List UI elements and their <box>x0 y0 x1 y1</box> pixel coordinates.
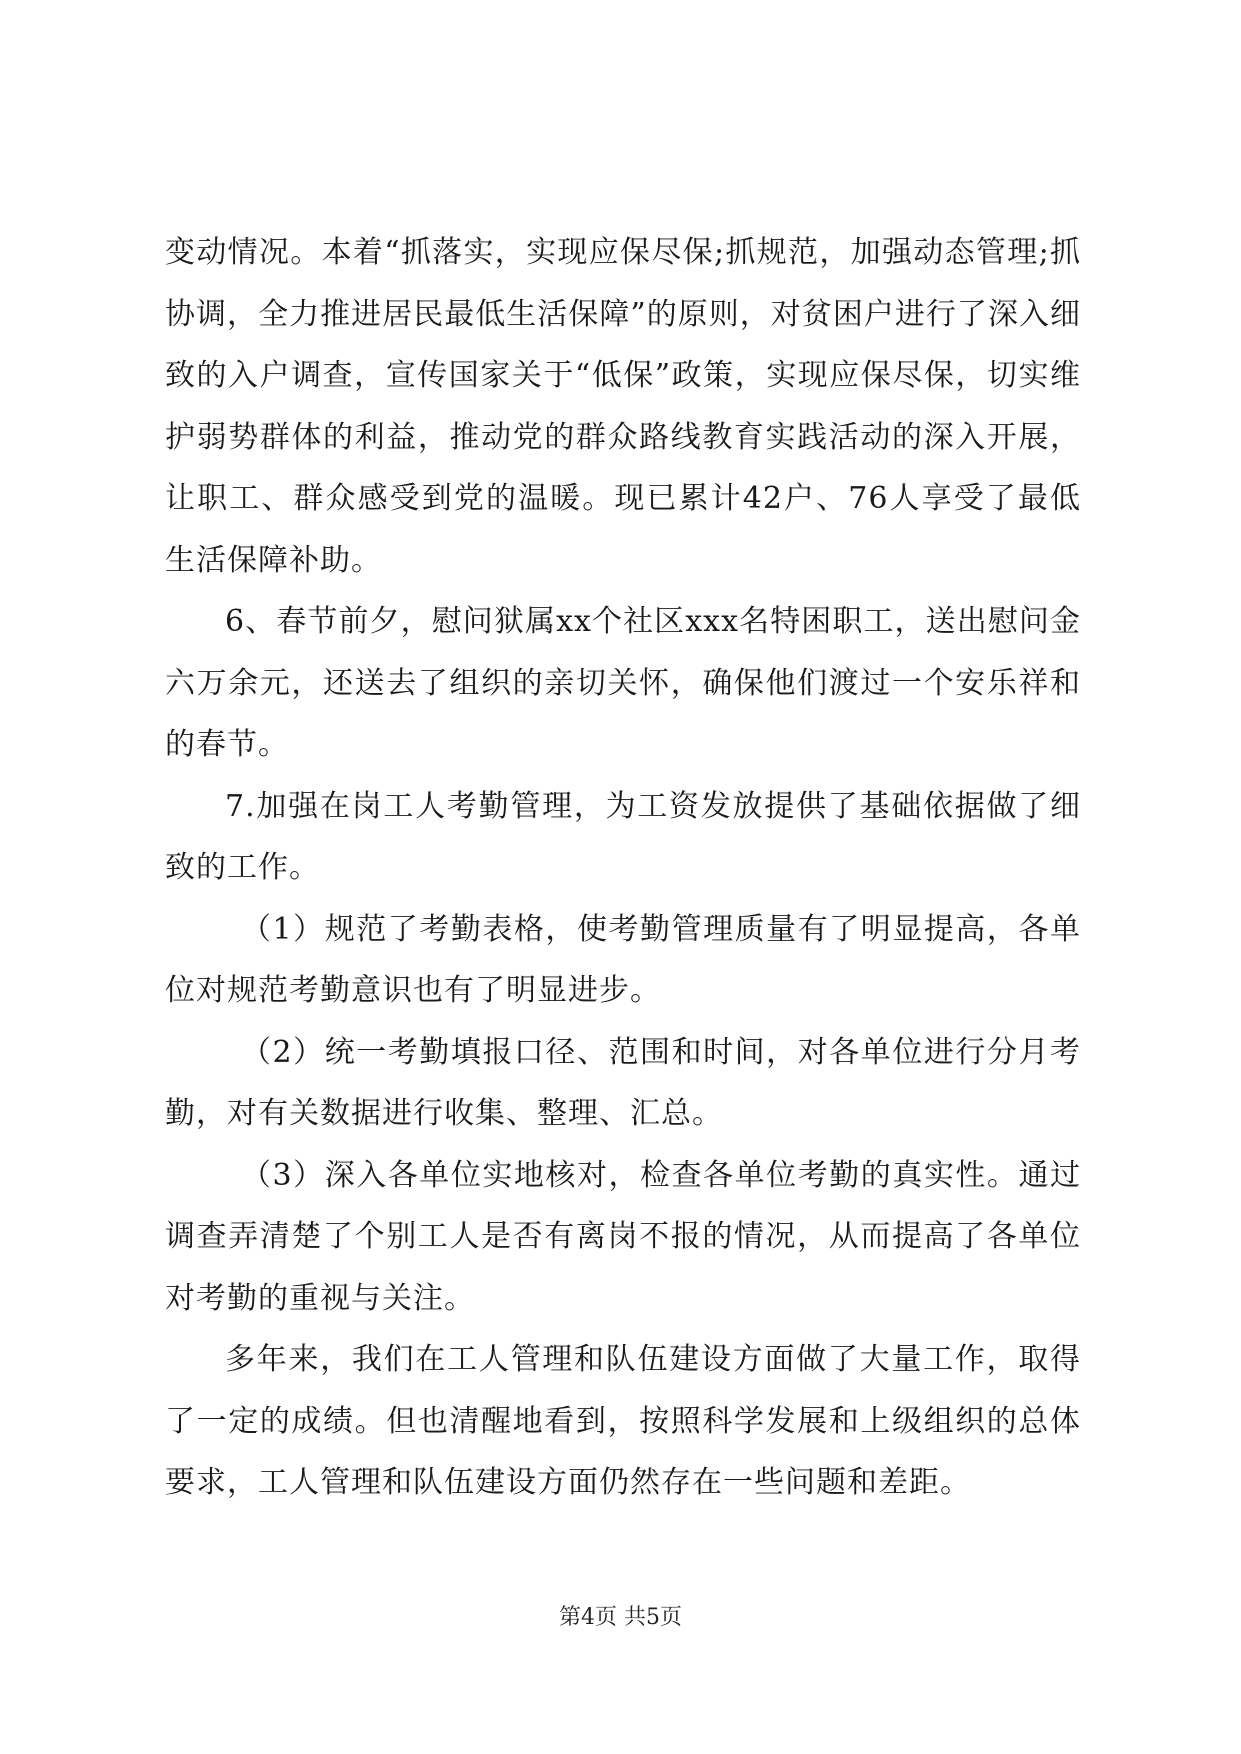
paragraph-summary: 多年来，我们在工人管理和队伍建设方面做了大量工作，取得了一定的成绩。但也清醒地看到，按照科学发展和上级组织的总体要求，工人管理和队伍建设方面仍然存在一些问题和差距。 <box>165 1342 1081 1500</box>
paragraph-subitem-3: （3）深入各单位实地核对，检查各单位考勤的真实性。通过调查弄清楚了个别工人是否有离岗不报的情况，从而提高了各单位对考勤的重视与关注。 <box>165 1157 1081 1316</box>
document-body <box>165 222 1081 1514</box>
paragraph-subitem-2: （2）统一考勤填报口径、范围和时间，对各单位进行分月考勤，对有关数据进行收集、整理、汇总。 <box>165 1034 1081 1131</box>
paragraph-item-6: 6、春节前夕，慰问狱属xx个社区xxx名特困职工，送出慰问金六万余元，还送去了组织的亲切关怀，确保他们渡过一个安乐祥和的春节。 <box>165 604 1081 762</box>
paragraph-item-7: 7.加强在岗工人考勤管理，为工资发放提供了基础依据做了细致的工作。 <box>165 788 1081 885</box>
page-footer <box>0 1603 1241 1633</box>
paragraph-subitem-1: （1）规范了考勤表格，使考勤管理质量有了明显提高，各单位对规范考勤意识也有了明显进步。 <box>165 911 1081 1008</box>
paragraph-continuation: 变动情况。本着“抓落实，实现应保尽保;抓规范，加强动态管理;抓协调，全力推进居民最低生活保障”的原则，对贫困户进行了深入细致的入户调查，宣传国家关于“低保”政策，实现应保尽保，切实维护弱势群体的利益，推动党的群众路线教育实践活动的深入开展，让职工、群众感受到党的温暖。现已累计42户、76人享受了最低生活保障补助。 <box>165 235 1081 578</box>
page-number-label: 第4页 共5页 <box>559 1605 682 1630</box>
